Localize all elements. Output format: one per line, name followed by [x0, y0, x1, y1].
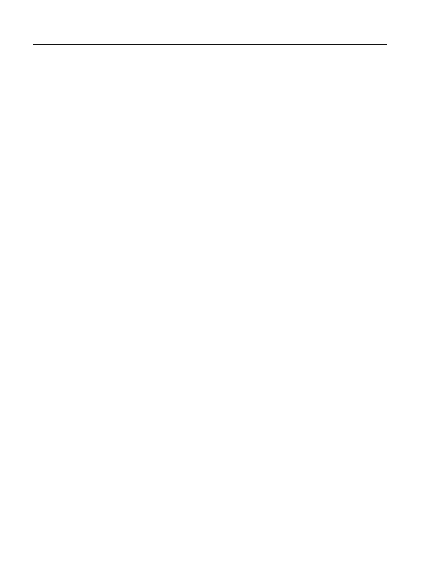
toc-content: [33, 44, 387, 50]
